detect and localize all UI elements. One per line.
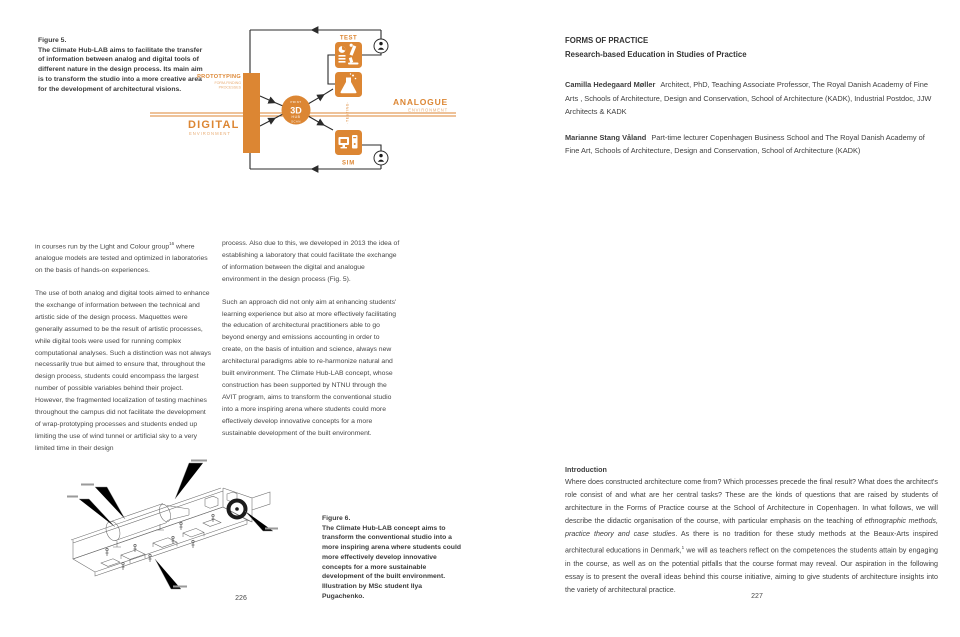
figure6-caption-text: The Climate Hub-LAB concept aims to transform the conventional studio into a more inspiring arena where students could more effectively develop innovative concepts for a more sustainable development of the built environment. Illustration by MSc student Ilya Pugachenko. bbox=[322, 524, 461, 600]
col1-paragraph-2: The use of both analog and digital tools aimed to enhance the exchange of information between the technical and artistic side of the design process. Maquettes were generally assumed to be the result of artistic processes, while digital tools were used for running complex computational analyses. Such a distinction was not always necessarily true but aimed to ensure that, throughout the design process, students could encompass the largest number of possible variables behind their project. However, the fragmented localization of testing machines throughout the campus did not facilitate the development of wrap-prototyping processes and students ended up limiting the use of wind tunnel or artificial sky to a very limited time in their design bbox=[35, 289, 212, 452]
digital-environment-label: DIGITAL bbox=[188, 119, 240, 131]
prototyping-block bbox=[243, 73, 260, 153]
user-icon-top bbox=[374, 39, 388, 53]
formfinding-label: FORM-FINDING bbox=[214, 81, 241, 85]
flask-icon bbox=[335, 72, 362, 97]
climate-hub-lab-diagram bbox=[142, 8, 462, 204]
author-2-name: Marianne Stang Våland bbox=[565, 132, 647, 142]
digital-environment-sublabel: ENVIRONMENT bbox=[189, 131, 231, 136]
3d-hub-node bbox=[282, 96, 311, 125]
hub-label: HUB bbox=[291, 115, 301, 119]
processes-label: PROCESSES bbox=[218, 85, 241, 90]
author-1 bbox=[565, 78, 939, 119]
intro-heading: Introduction bbox=[565, 465, 607, 474]
figure5-caption-text: The Climate Hub-LAB aims to facilitate the transfer of information between analog and digital tools of different nature in the design process. Its main aim is to transform the studio into a more creative area for the development of architectural visions. bbox=[38, 46, 203, 93]
intro-paragraph: Where does constructed architecture come from? Which processes precede the final result? What does the architect's role consist of and what are her central tasks? These are the kinds of questions that are raised by students of architecture in the Forms of Practice course at the School of Architecture in Copenhagen. In what follows, we will describe the didactic organisation of the course, with particular emphasis on the teaching of ethnographic methods, practice theory and case studies. As there is no tradition for these study methods at the Beaux-Arts inspired architectural educations in Denmark,$^1$ we will as teachers reflect on the competences the students attain by engaging in the course, as well as on the potential pitfalls that the course format may reveal. Our aspiration in the following essay is to present the overall ideas behind this course initiative, aiming to give students of architecture insights into the variety of architectural practice. bbox=[565, 478, 938, 595]
hub-print-label: PRINT bbox=[290, 100, 302, 104]
col2-paragraph-1: process. Also due to this, we developed in 2013 the idea of establishing a laboratory that could facilitate the exchange of information between the digital and analogue environment in the design process (Fig. 5). bbox=[222, 240, 400, 283]
page-number-right: 227 bbox=[751, 593, 763, 600]
sim-label: SIM bbox=[341, 160, 356, 167]
analogue-environment-label: ANALOGUE bbox=[392, 97, 448, 107]
article-subtitle: Research-based Education in Studies of Practice bbox=[565, 50, 747, 59]
sim-computer-icon bbox=[335, 130, 362, 155]
col1-paragraph-1: in courses run by the Light and Colour group$^{16}$ where analogue models are tested and optimized in laboratories on the basis of hands-on experiences. bbox=[35, 241, 208, 275]
user-icon-bottom bbox=[374, 151, 388, 165]
figure5-caption-title: Figure 5. bbox=[38, 37, 67, 44]
analogue-environment-sublabel: ENVIRONMENT bbox=[408, 107, 448, 113]
author-1-name: Camilla Hedegaard Møller bbox=[565, 80, 656, 89]
hub-3d-label: 3D bbox=[290, 105, 302, 116]
col2-paragraph-2: Such an approach did not only aim at enhancing students' learning experience but also at more effectively facilitating the education of architectural practitioners able to go beyond energy and emissions accounting in order to create, on the basis of intuition and science, always new architectural paradigms able to re-harmonize natural and built environment. The Climate Hub-LAB concept, whose construction has been supported by NTNU through the AVIT program, aims to transform the conventional studio into a more inspiring arena where students could more effectively develop innovative concepts for a more sustainable development of the built environment. bbox=[222, 298, 397, 437]
author-1-desc: Architect, PhD, Teaching Associate Professor, The Royal Danish Academy of Fine Arts , Schools of Architecture, Design and Conservation, School of Architecture (KADK), Industrial Postdoc, JJW Architects & KADK bbox=[565, 80, 932, 116]
hub-scan-label: SCAN bbox=[291, 119, 301, 124]
body-column-2 bbox=[222, 238, 400, 451]
body-column-1 bbox=[35, 238, 213, 466]
test-label: TEST bbox=[339, 35, 358, 42]
article-header bbox=[565, 34, 939, 158]
page-number-left: 226 bbox=[235, 595, 247, 602]
author-2-desc: Part-time lecturer Copenhagen Business School and The Royal Danish Academy of Fine Art, Schools of Architecture, Design and Conservation, School of Architecture (KADK) bbox=[565, 132, 925, 155]
introduction-section bbox=[565, 463, 938, 597]
microscope-icon bbox=[335, 42, 362, 68]
prototyping-label: PROTOTYPING bbox=[197, 74, 241, 80]
author-2 bbox=[565, 131, 939, 158]
article-title: FORMS OF PRACTICE bbox=[565, 36, 649, 45]
testing-label: ·TESTING· bbox=[345, 101, 350, 124]
figure6-illustration bbox=[55, 447, 317, 619]
figure6-caption bbox=[322, 514, 464, 601]
figure6-caption-title: Figure 6. bbox=[322, 515, 351, 522]
